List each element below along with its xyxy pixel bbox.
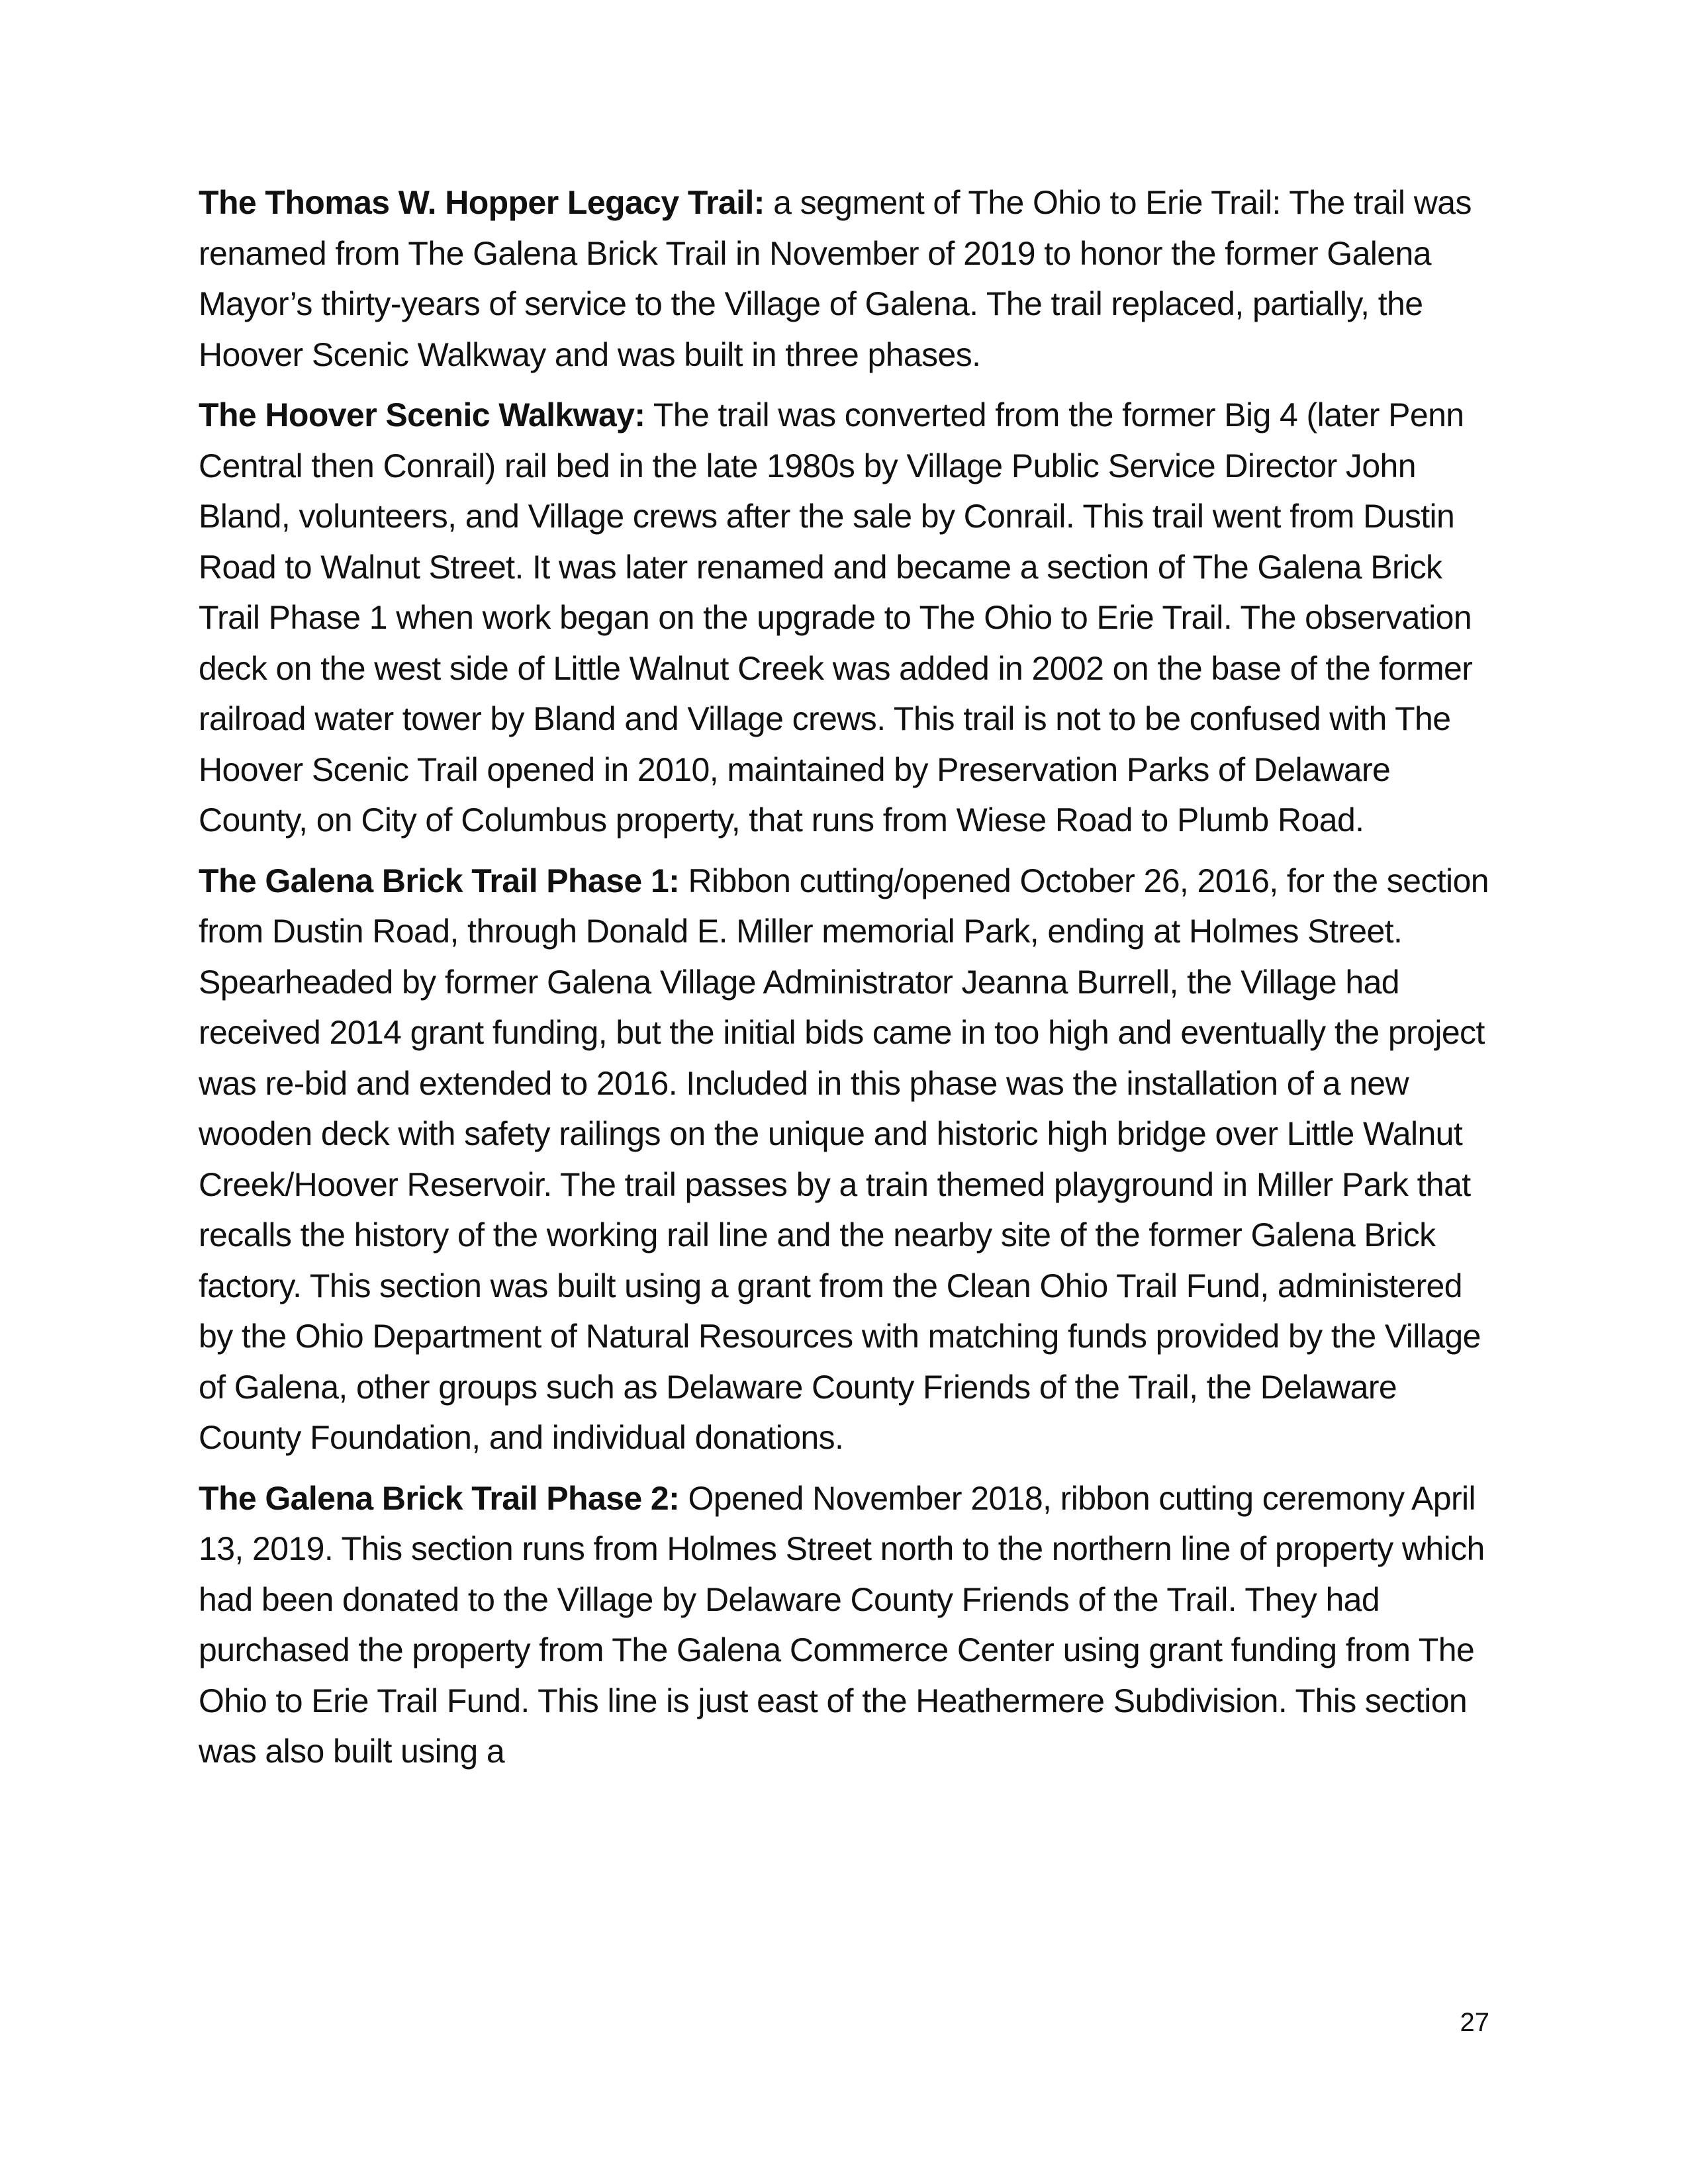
paragraph-text: a segment of The Ohio to Erie Trail: The trail was renamed from The Galena Brick Trail in November of 2019 to honor the former Galena Mayor’s thirty-years of service to the Village of Galena. The trail replaced, partially, the Hoover Scenic Walkway and was built in three phases. <box>199 184 1472 373</box>
paragraph-hopper-legacy-trail <box>199 177 1489 380</box>
paragraph-brick-trail-phase-1 <box>199 856 1489 1463</box>
paragraph-text: Opened November 2018, ribbon cutting ceremony April 13, 2019. This section runs from Holmes Street north to the northern line of property which had been donated to the Village by Delaware County Friends of the Trail. They had purchased the property from The Galena Commerce Center using grant funding from The Ohio to Erie Trail Fund. This line is just east of the Heathermere Subdivision. This section was also built using a <box>199 1479 1485 1770</box>
page-number: 27 <box>1460 2008 1489 2037</box>
paragraph-term: The Hoover Scenic Walkway: <box>199 396 645 433</box>
paragraph-text: The trail was converted from the former Big 4 (later Penn Central then Conrail) rail bed in the late 1980s by Village Public Service Director John Bland, volunteers, and Village crews after the sale by Conrail. This trail went from Dustin Road to Walnut Street. It was later renamed and became a section of The Galena Brick Trail Phase 1 when work began on the upgrade to The Ohio to Erie Trail. The observation deck on the west side of Little Walnut Creek was added in 2002 on the base of the former railroad water tower by Bland and Village crews. This trail is not to be confused with The Hoover Scenic Trail opened in 2010, maintained by Preservation Parks of Delaware County, on City of Columbus property, that runs from Wiese Road to Plumb Road. <box>199 396 1473 839</box>
paragraph-brick-trail-phase-2 <box>199 1473 1489 1777</box>
paragraph-term: The Thomas W. Hopper Legacy Trail: <box>199 184 765 221</box>
document-body <box>199 177 1489 1787</box>
paragraph-term: The Galena Brick Trail Phase 2: <box>199 1479 680 1517</box>
paragraph-term: The Galena Brick Trail Phase 1: <box>199 862 680 899</box>
paragraph-text: Ribbon cutting/opened October 26, 2016, for the section from Dustin Road, through Donald E. Miller memorial Park, ending at Holmes Street. Spearheaded by former Galena Village Administrator Jeanna Burrell, the Village had received 2014 grant funding, but the initial bids came in too high and eventually the project was re-bid and extended to 2016. Included in this phase was the installation of a new wooden deck with safety railings on the unique and historic high bridge over Little Walnut Creek/Hoover Reservoir. The trail passes by a train themed playground in Miller Park that recalls the history of the working rail line and the nearby site of the former Galena Brick factory. This section was built using a grant from the Clean Ohio Trail Fund, administered by the Ohio Department of Natural Resources with matching funds provided by the Village of Galena, other groups such as Delaware County Friends of the Trail, the Delaware County Foundation, and individual donations. <box>199 862 1489 1456</box>
paragraph-hoover-scenic-walkway <box>199 390 1489 846</box>
